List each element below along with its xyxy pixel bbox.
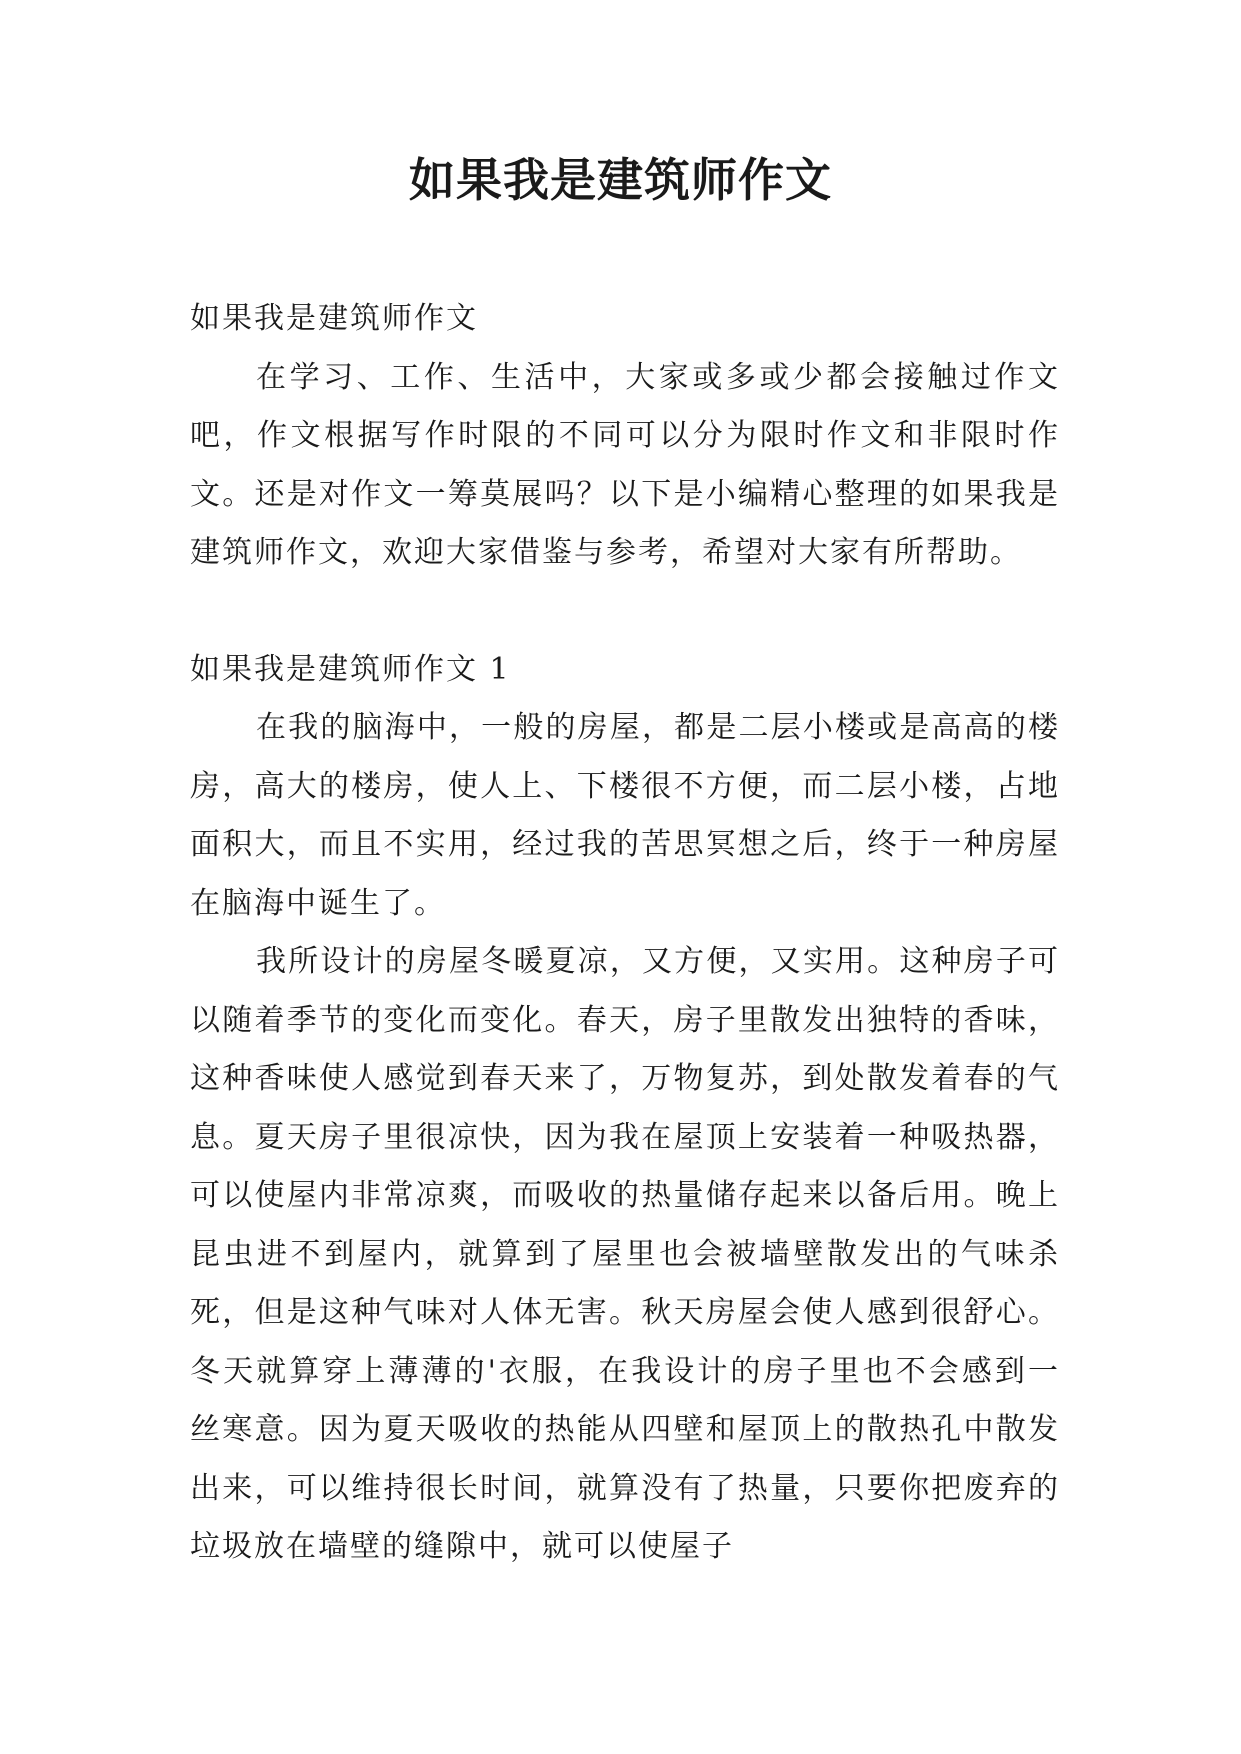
- paragraph-essay-1-1: 在我的脑海中，一般的房屋，都是二层小楼或是高高的楼房，高大的楼房，使人上、下楼很不方便，而二层小楼，占地面积大，而且不实用，经过我的苦思冥想之后，终于一种房屋在脑海中诞生了。: [190, 710, 1060, 921]
- document-body: [190, 290, 1060, 1577]
- paragraph-essay-1-2: 我所设计的房屋冬暖夏凉，又方便，又实用。这种房子可以随着季节的变化而变化。春天，房子里散发出独特的香味，这种香味使人感觉到春天来了，万物复苏，到处散发着春的气息。夏天房子里很凉快，因为我在屋顶上安装着一种吸热器，可以使屋内非常凉爽，而吸收的热量储存起来以备后用。晚上昆虫进不到屋内，就算到了屋里也会被墙壁散发出的气味杀死，但是这种气味对人体无害。秋天房屋会使人感到很舒心。冬天就算穿上薄薄的'衣服，在我设计的房子里也不会感到一丝寒意。因为夏天吸收的热能从四壁和屋顶上的散热孔中散发出来，可以维持很长时间，就算没有了热量，只要你把废弃的垃圾放在墙壁的缝隙中，就可以使屋子: [190, 944, 1060, 1564]
- section-heading-intro: 如果我是建筑师作文: [190, 301, 478, 336]
- section-heading-essay-1: 如果我是建筑师作文 1: [190, 651, 511, 687]
- section-spacer: [190, 583, 1060, 641]
- paragraph-intro: 在学习、工作、生活中，大家或多或少都会接触过作文吧，作文根据写作时限的不同可以分为限时作文和非限时作文。还是对作文一筹莫展吗？以下是小编精心整理的如果我是建筑师作文，欢迎大家借鉴与参考，希望对大家有所帮助。: [190, 359, 1060, 570]
- page-title: 如果我是建筑师作文: [409, 153, 832, 207]
